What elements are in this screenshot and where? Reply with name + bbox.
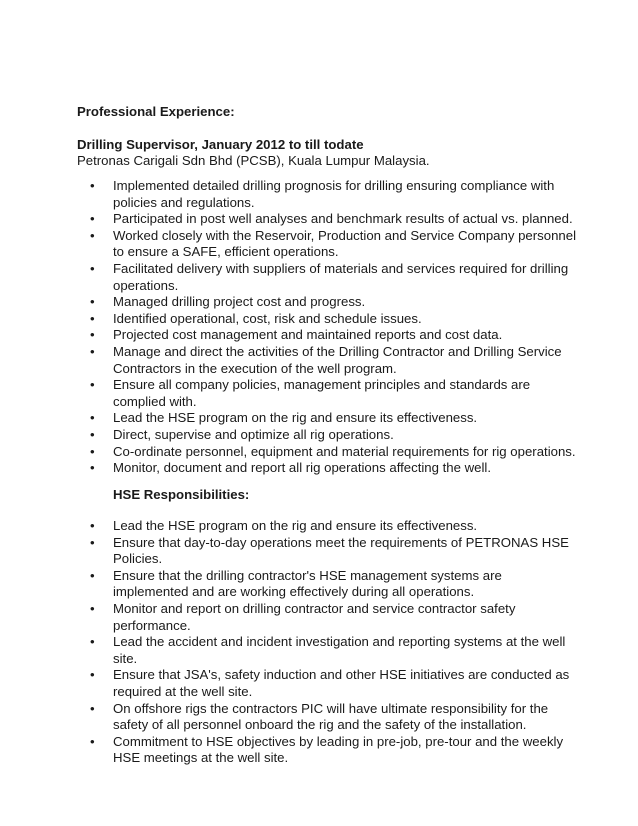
list-item-text: Identified operational, cost, risk and schedule issues.: [113, 310, 422, 326]
list-item: [77, 228, 577, 261]
company-line: Petronas Carigali Sdn Bhd (PCSB), Kuala Lumpur Malaysia.: [77, 153, 430, 168]
bullet-icon: •: [90, 667, 95, 683]
bullet-icon: •: [90, 700, 95, 716]
bullet-icon: •: [90, 518, 95, 533]
list-item: [77, 444, 577, 461]
list-item: [77, 410, 577, 427]
list-item-text: Ensure all company policies, management principles and standards are complied with.: [113, 377, 531, 409]
bullet-icon: •: [90, 567, 95, 583]
bullet-icon: •: [90, 377, 95, 393]
bullet-icon: •: [90, 534, 95, 550]
bullet-icon: •: [90, 211, 95, 227]
list-item: [77, 460, 577, 477]
bullet-icon: •: [90, 294, 95, 310]
list-item-text: Worked closely with the Reservoir, Production and Service Company personnel to ensure a SAFE, efficient operations.: [113, 227, 577, 260]
job-title: Drilling Supervisor, January 2012 to till todate: [77, 137, 364, 152]
list-item: [77, 518, 577, 535]
list-item: [77, 294, 577, 311]
bullet-icon: •: [90, 426, 95, 442]
hse-list: [77, 518, 577, 767]
bullet-icon: •: [90, 410, 95, 426]
list-item-text: Lead the accident and incident investigation and reporting systems at the well site.: [113, 634, 566, 666]
bullet-icon: •: [90, 600, 95, 616]
bullet-icon: •: [90, 227, 95, 243]
list-item-text: Ensure that JSA's, safety induction and other HSE initiatives are conducted as required at the well site.: [113, 667, 570, 699]
list-item: [77, 344, 577, 377]
bullet-icon: •: [90, 260, 95, 276]
hse-section-title: HSE Responsibilities:: [113, 487, 250, 502]
bullet-icon: •: [90, 443, 95, 459]
list-item: [77, 568, 577, 601]
list-item-text: Monitor and report on drilling contractor and service contractor safety performance.: [113, 600, 516, 633]
list-item-text: Co-ordinate personnel, equipment and material requirements for rig operations.: [113, 443, 576, 459]
duties-list: [77, 178, 577, 477]
list-item: [77, 535, 577, 568]
bullet-icon: •: [90, 327, 95, 343]
list-item-text: Lead the HSE program on the rig and ensure its effectiveness.: [113, 518, 478, 533]
list-item-text: Monitor, document and report all rig operations affecting the well.: [113, 460, 492, 476]
bullet-icon: •: [90, 634, 95, 650]
list-item-text: Facilitated delivery with suppliers of materials and services required for drilling operations.: [113, 260, 569, 293]
list-item-text: Ensure that the drilling contractor's HSE management systems are implemented and are working effectively during all operations.: [113, 567, 502, 600]
list-item-text: Ensure that day-to-day operations meet the requirements of PETRONAS HSE Policies.: [113, 534, 569, 567]
bullet-icon: •: [90, 460, 95, 476]
list-item-text: Projected cost management and maintained reports and cost data.: [113, 327, 503, 343]
list-item-text: Manage and direct the activities of the Drilling Contractor and Drilling Service Contractors in the execution of the well program.: [113, 343, 562, 376]
list-item: [77, 211, 577, 228]
list-item: [77, 734, 577, 767]
list-item: [77, 261, 577, 294]
list-item: [77, 377, 577, 410]
bullet-icon: •: [90, 310, 95, 326]
list-item-text: Lead the HSE program on the rig and ensure its effectiveness.: [113, 410, 478, 426]
list-item-text: Direct, supervise and optimize all rig operations.: [113, 426, 394, 442]
list-item: [77, 634, 577, 667]
list-item-text: Commitment to HSE objectives by leading in pre-job, pre-tour and the weekly HSE meetings at the well site.: [113, 733, 564, 766]
list-item: [77, 311, 577, 328]
list-item: [77, 667, 577, 700]
list-item-text: Participated in post well analyses and benchmark results of actual vs. planned.: [113, 211, 573, 227]
bullet-icon: •: [90, 343, 95, 359]
list-item: [77, 427, 577, 444]
list-item: [77, 327, 577, 344]
bullet-icon: •: [90, 733, 95, 749]
list-item-text: Implemented detailed drilling prognosis for drilling ensuring compliance with policies and regulations.: [113, 178, 555, 210]
list-item-text: On offshore rigs the contractors PIC will have ultimate responsibility for the safety of all personnel onboard the rig and the safety of the installation.: [113, 700, 549, 733]
list-item-text: Managed drilling project cost and progress.: [113, 294, 366, 310]
list-item: [77, 701, 577, 734]
bullet-icon: •: [90, 178, 95, 193]
list-item: [77, 178, 577, 211]
list-item: [77, 601, 577, 634]
section-title: Professional Experience:: [77, 104, 235, 119]
